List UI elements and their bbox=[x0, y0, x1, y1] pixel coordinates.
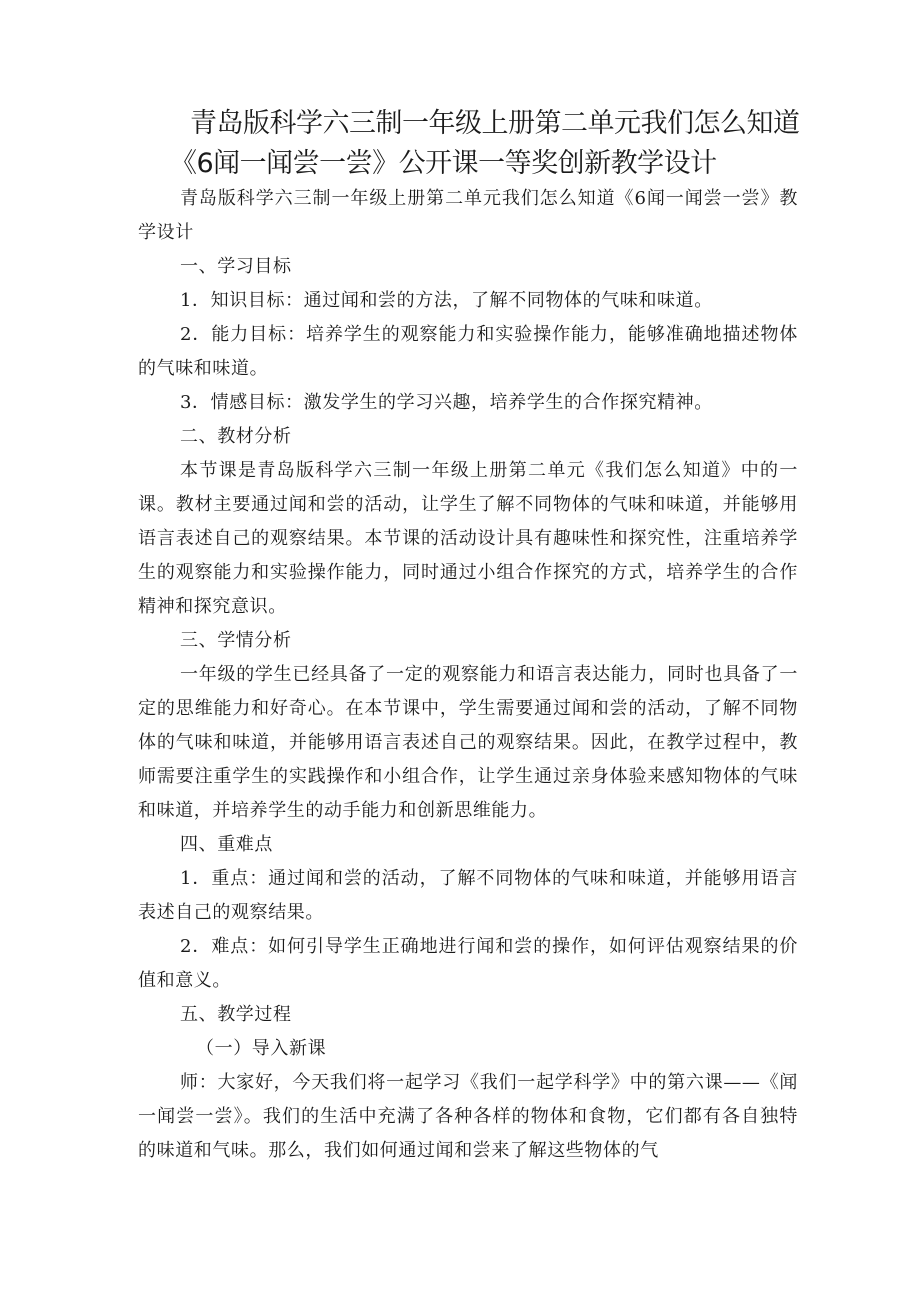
paragraph-emotion-goal: 3．情感目标：激发学生的学习兴趣，培养学生的合作探究精神。 bbox=[180, 392, 713, 413]
paragraph-difficult-point: 2．难点：如何引导学生正确地进行闻和尝的操作，如何评估观察结果的价值和意义。 bbox=[138, 936, 798, 991]
paragraph-teacher-intro: 师：大家好，今天我们将一起学习《我们一起学科学》中的第六课——《闻一闻尝一尝》。我们的生活中充满了各种各样的物体和食物，它们都有各自独特的味道和气味。那么，我们如何通过闻和尝来了解这些物体的气 bbox=[138, 1072, 798, 1161]
section-heading-textbook: 二、教材分析 bbox=[180, 426, 292, 447]
document-body bbox=[138, 182, 798, 1168]
paragraph-subtitle: 青岛版科学六三制一年级上册第二单元我们怎么知道《6闻一闻尝一尝》教学设计 bbox=[138, 188, 798, 243]
paragraph-knowledge-goal: 1．知识目标：通过闻和尝的方法，了解不同物体的气味和味道。 bbox=[180, 290, 713, 311]
paragraph-textbook-analysis: 本节课是青岛版科学六三制一年级上册第二单元《我们怎么知道》中的一课。教材主要通过闻和尝的活动，让学生了解不同物体的气味和味道，并能够用语言表述自己的观察结果。本节课的活动设计具有趣味性和探究性，注重培养学生的观察能力和实验操作能力，同时通过小组合作探究的方式，培养学生的合作精神和探究意识。 bbox=[138, 460, 798, 617]
paragraph-ability-goal: 2．能力目标：培养学生的观察能力和实验操作能力，能够准确地描述物体的气味和味道。 bbox=[138, 324, 798, 379]
paragraph-key-point: 1．重点：通过闻和尝的活动，了解不同物体的气味和味道，并能够用语言表述自己的观察结果。 bbox=[138, 868, 798, 923]
subsection-heading-intro: （一）导入新课 bbox=[196, 1038, 327, 1059]
section-heading-key-points: 四、重难点 bbox=[180, 834, 273, 855]
section-heading-students: 三、学情分析 bbox=[180, 630, 292, 651]
paragraph-student-analysis: 一年级的学生已经具备了一定的观察能力和语言表达能力，同时也具备了一定的思维能力和好奇心。在本节课中，学生需要通过闻和尝的活动，了解不同物体的气味和味道，并能够用语言表述自己的观察结果。因此，在教学过程中，教师需要注重学生的实践操作和小组合作，让学生通过亲身体验来感知物体的气味和味道，并培养学生的动手能力和创新思维能力。 bbox=[138, 664, 798, 821]
section-heading-objectives: 一、学习目标 bbox=[180, 256, 292, 277]
section-heading-process: 五、教学过程 bbox=[180, 1004, 292, 1025]
document-title: 青岛版科学六三制一年级上册第二单元我们怎么知道《6闻一闻尝一尝》公开课一等奖创新教学设计 bbox=[170, 108, 800, 179]
